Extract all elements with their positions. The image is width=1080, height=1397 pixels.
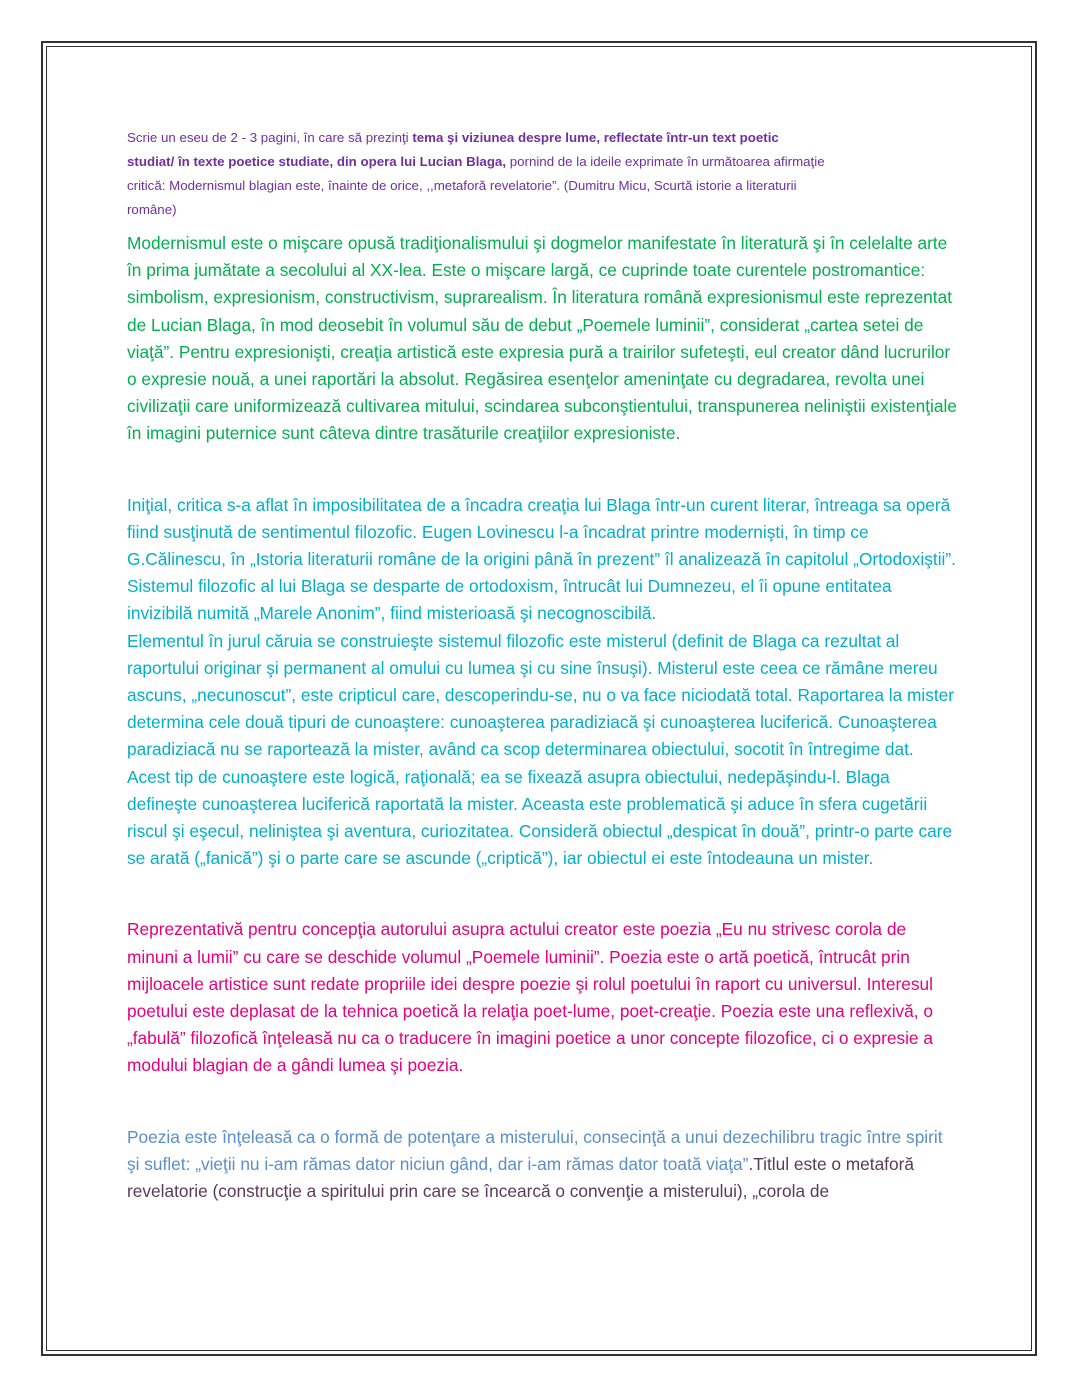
prompt-bold: tema şi viziunea despre lume, reflectate într-un text poetic studiat/ în texte poetice studiate, din opera lui Lucian Blaga, bbox=[127, 130, 779, 169]
document-content bbox=[127, 126, 957, 1205]
paragraph-poezia-part1: Poezia este înţeleasă ca o formă de potenţare a misterului, consecinţă a unui dezechilibru tragic între spirit şi suflet: „vieţii nu i-am rămas dator niciun gând, dar i-am rămas dator toată viaţa” bbox=[127, 1126, 943, 1174]
essay-prompt bbox=[127, 126, 827, 222]
prompt-intro: Scrie un eseu de 2 - 3 pagini, în care să prezinţi bbox=[127, 130, 413, 145]
prompt-rest: pornind de la ideile exprimate în următoarea afirmaţie critică: Modernismul blagian este, înainte de orice, ,,metaforă revelatorie”. (Dumitru Micu, Scurtă istorie a literaturii române) bbox=[127, 154, 825, 217]
paragraph-reprezentativa: Reprezentativă pentru concepţia autorului asupra actului creator este poezia „Eu nu strivesc corola de minuni a lumii” cu care se deschide volumul „Poemele luminii”. Poezia este o artă poetică, întrucât prin mijloacele artistice sunt redate propriile idei despre poezie şi rolul poetului în raport cu universul. Interesul poetului este deplasat de la tehnica poetică la relaţia poet-lume, poet-creaţie. Poezia este una reflexivă, o „fabulă” filozofică înţeleasă nu ca o traducere în imagini poetice a unor concepte filozofice, ci o expresie a modului blagian de a gândi lumea şi poezia. bbox=[127, 919, 933, 1076]
paragraph-modernism: Modernismul este o mişcare opusă tradiţionalismului şi dogmelor manifestate în literatură şi în celelalte arte în prima jumătate a secolului al XX-lea. Este o mişcare largă, ce cuprinde toate curentele postromantice: simbolism, expresionism, constructivism, suprarealism. În literatura română expresionismul este reprezentat de Lucian Blaga, în mod deosebit în volumul său de debut „Poemele luminii”, considerat „cartea setei de viaţă”. Pentru expresionişti, creaţia artistică este expresia pură a trairilor sufeteşti, eul creator dând lucrurilor o expresie nouă, a unei raportări la absolut. Regăsirea esenţelor ameninţate cu degradarea, revolta unei civilizaţii care uniformizează cultivarea mitului, scindarea subconştientului, transpunerea neliniştii existenţiale în imagini puternice sunt câteva dintre trasăturile creaţiilor expresioniste. bbox=[127, 233, 957, 444]
paragraph-poezia-part2: .Titlul este o metaforă revelatorie (construcţie a spiritului prin care se încearcă o convenţie a misterului), „corola de bbox=[127, 1153, 914, 1202]
paragraph-poezia bbox=[127, 1124, 957, 1206]
paragraph-critica bbox=[127, 492, 957, 873]
paragraph-critica-part2: Elementul în jurul căruia se construieşte sistemul filozofic este misterul (definit de Blaga ca rezultat al raportului originar şi permanent al omului cu lumea şi cu sine însuşi). Misterul este ceea ce rămâne mereu ascuns, „necunoscut”, este cripticul care, descoperindu-se, nu o va face niciodată total. Raportarea la mister determina cele două tipuri de cunoaştere: cunoaşterea paradiziacă şi cunoaşterea luciferică. Cunoaşterea paradiziacă nu se raportează la mister, având ca scop determinarea obiectului, socotit în întregime dat. Acest tip de cunoaştere este logică, raţională; ea se fixează asupra obiectului, nedepăşindu-l. Blaga defineşte cunoaşterea luciferică raportată la mister. Aceasta este problematică şi aduce în sfera cugetării riscul şi eşecul, neliniştea şi aventura, curiozitatea. Consideră obiectul „despicat în două”, printr-o parte care se arată („fanică”) şi o parte care se ascunde („criptică”), iar obiectul ei este întodeauna un mister. bbox=[127, 630, 955, 869]
paragraph-critica-part1: Iniţial, critica s-a aflat în imposibilitatea de a încadra creaţia lui Blaga într-un curent literar, întreaga sa operă fiind susţinută de sentimentul filozofic. Eugen Lovinescu l-a încadrat printre modernişti, în timp ce G.Călinescu, în „Istoria literaturii române de la origini până în prezent” îl analizează în capitolul „Ortodoxiştii”. Sistemul filozofic al lui Blaga se desparte de ortodoxism, întrucât lui Dumnezeu, el îi opune entitatea invizibilă numită „Marele Anonim”, fiind misterioasă şi necognoscibilă. bbox=[127, 494, 956, 624]
